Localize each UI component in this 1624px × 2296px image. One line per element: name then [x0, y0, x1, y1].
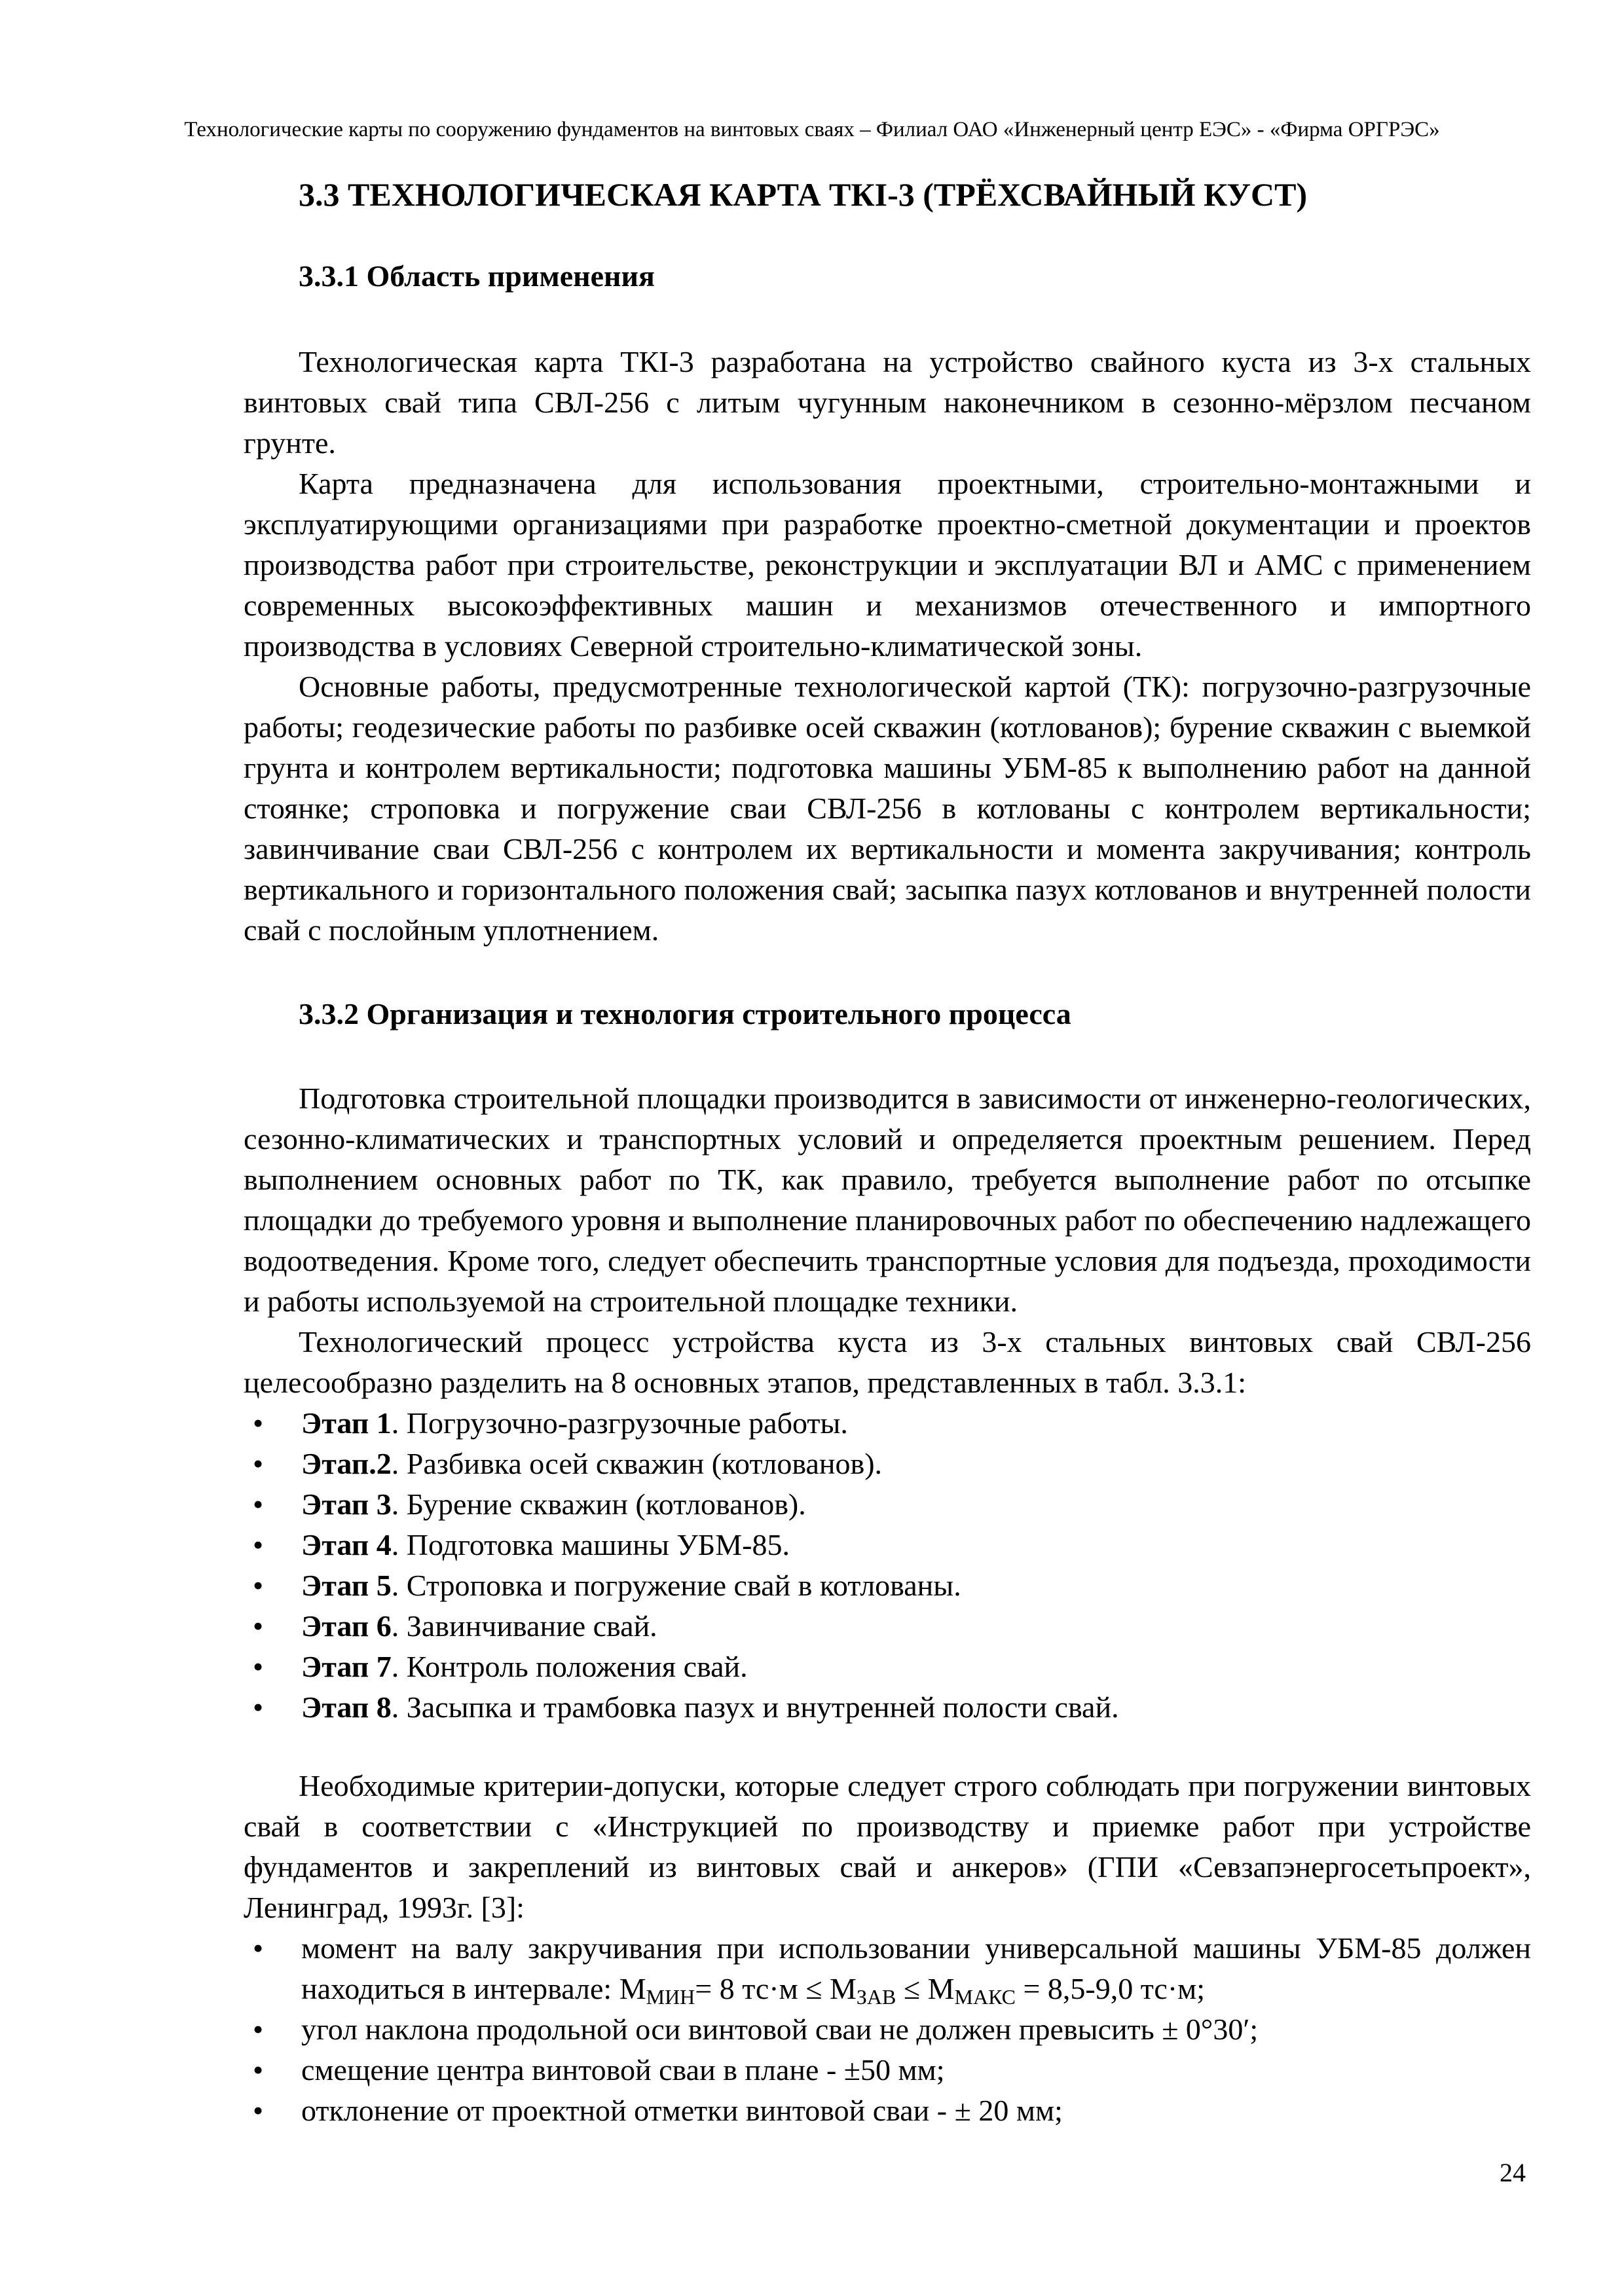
- bullet-icon: •: [253, 2094, 264, 2127]
- list-item: • Этап 4. Подготовка машины УБМ-85.: [244, 1525, 1531, 1565]
- paragraph: Технологический процесс устройства куста из 3-х стальных винтовых свай СВЛ-256 целесообразно разделить на 8 основных этапов, представленных в табл. 3.3.1:: [244, 1325, 1531, 1399]
- bullet-icon: •: [253, 1690, 264, 1724]
- list-item: • отклонение от проектной отметки винтовой сваи - ± 20 мм;: [244, 2090, 1531, 2131]
- bullet-icon: •: [253, 1609, 264, 1643]
- bullet-icon: •: [253, 2013, 264, 2046]
- section-332-body: [244, 1078, 1531, 2131]
- bullet-icon: •: [253, 1931, 264, 1965]
- list-item: • Этап 8. Засыпка и трамбовка пазух и внутренней полости свай.: [244, 1687, 1531, 1728]
- list-item: • смещение центра винтовой сваи в плане - ±50 мм;: [244, 2050, 1531, 2090]
- list-item: • Этап 1. Погрузочно-разгрузочные работы.: [244, 1403, 1531, 1444]
- bullet-icon: •: [253, 1650, 264, 1683]
- list-item: • Этап 6. Завинчивание свай.: [244, 1606, 1531, 1647]
- running-header: Технологические карты по сооружению фундаментов на винтовых сваях – Филиал ОАО «Инженерный центр ЕЭС» - «Фирма ОРГРЭС»: [184, 118, 1440, 141]
- paragraph: Основные работы, предусмотренные технологической картой (ТК): погрузочно-разгрузочные работы; геодезические работы по разбивке осей скважин (котлованов); бурение скважин с выемкой грунта и контролем вертикальности; подготовка машины УБМ-85 к выполнению работ на данной стоянке; строповка и погружение сваи СВЛ-256 в котлованы с контролем вертикальности; завинчивание сваи СВЛ-256 с контролем их вертикальности и момента закручивания; контроль вертикального и горизонтального положения свай; засыпка пазух котлованов и внутренней полости свай с послойным уплотнением.: [244, 670, 1531, 947]
- bullet-icon: •: [253, 1406, 264, 1440]
- list-item: • Этап 3. Бурение скважин (котлованов).: [244, 1484, 1531, 1525]
- page-number: 24: [1500, 2158, 1526, 2187]
- bullet-icon: •: [253, 1487, 264, 1521]
- criteria-list: [244, 1928, 1531, 2131]
- list-item: • Этап 7. Контроль положения свай.: [244, 1647, 1531, 1687]
- list-item: • момент на валу закручивания при использовании универсальной машины УБМ-85 должен находиться в интервале: $М_{МИН}= 8$ $тс\cdot м \le М_{ЗАВ} \le М_{МАКС} = 8,5-9,0$ тс·м;: [244, 1928, 1531, 2009]
- bullet-icon: •: [253, 1569, 264, 1602]
- section-title: 3.3 ТЕХНОЛОГИЧЕСКАЯ КАРТА ТКI-3 (ТРЁХСВАЙНЫЙ КУСТ): [299, 176, 1308, 213]
- list-item: • Этап 5. Строповка и погружение свай в котлованы.: [244, 1565, 1531, 1606]
- paragraph: Подготовка строительной площадки производится в зависимости от инженерно-геологических, сезонно-климатических и транспортных условий и определяется проектным решением. Перед выполнением основных работ по ТК, как правило, требуется выполнение работ по отсыпке площадки до требуемого уровня и выполнение планировочных работ по обеспечению надлежащего водоотведения. Кроме того, следует обеспечить транспортные условия для подъезда, проходимости и работы используемой на строительной площадке техники.: [244, 1082, 1531, 1318]
- bullet-icon: •: [253, 2053, 264, 2086]
- stages-list: [244, 1403, 1531, 1728]
- bullet-icon: •: [253, 1528, 264, 1561]
- list-item: • угол наклона продольной оси винтовой сваи не должен превысить ± 0°30′;: [244, 2009, 1531, 2050]
- section-331-body: [244, 342, 1531, 951]
- subsection-heading-332: 3.3.2 Организация и технология строительного процесса: [299, 997, 1071, 1030]
- paragraph: Технологическая карта ТКI-3 разработана на устройство свайного куста из 3-х стальных винтовых свай типа СВЛ-256 с литым чугунным наконечником в сезонно-мёрзлом песчаном грунте.: [244, 345, 1531, 460]
- paragraph: Необходимые критерии-допуски, которые следует строго соблюдать при погружении винтовых свай в соответствии с «Инструкцией по производству и приемке работ при устройстве фундаментов и закреплений из винтовых свай и анкеров» (ГПИ «Севзапэнергосетьпроект», Ленинград, 1993г. [3]:: [244, 1769, 1531, 1924]
- subsection-heading-331: 3.3.1 Область применения: [299, 259, 655, 293]
- paragraph: Карта предназначена для использования проектными, строительно-монтажными и эксплуатирующими организациями при разработке проектно-сметной документации и проектов производства работ при строительстве, реконструкции и эксплуатации ВЛ и АМС с применением современных высокоэффективных машин и механизмов отечественного и импортного производства в условиях Северной строительно-климатической зоны.: [244, 467, 1531, 663]
- bullet-icon: •: [253, 1447, 264, 1480]
- list-item: • Этап.2. Разбивка осей скважин (котлованов).: [244, 1444, 1531, 1484]
